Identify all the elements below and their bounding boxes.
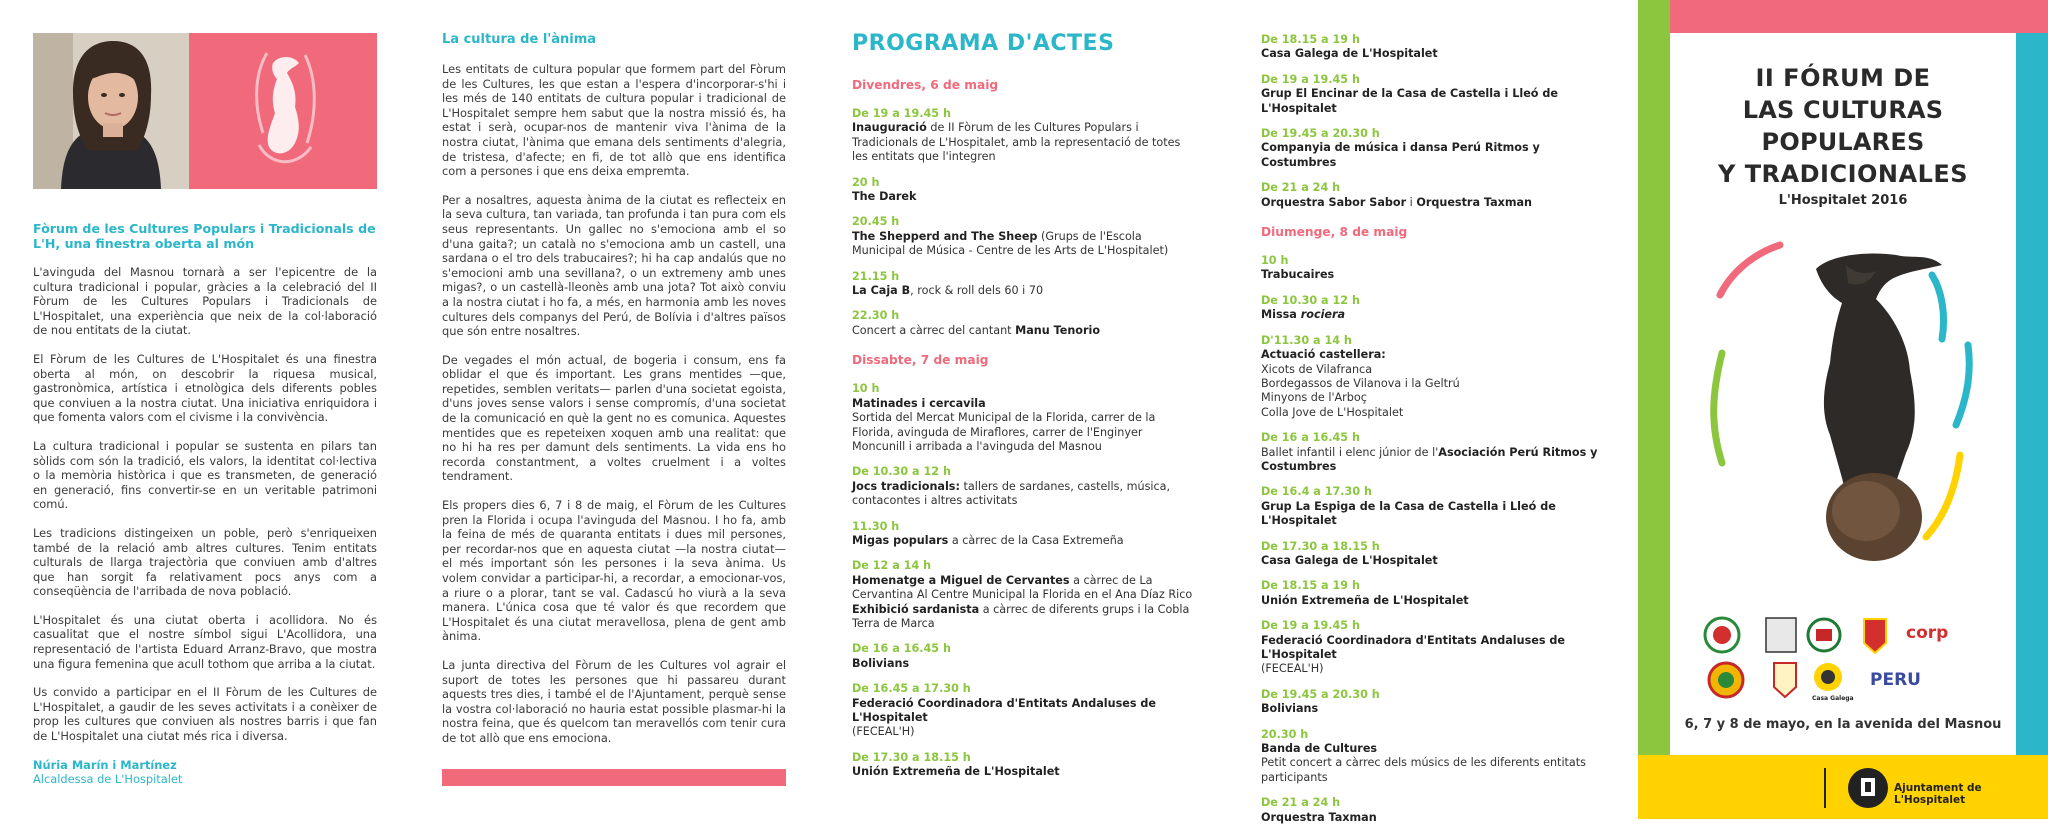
- event: [1261, 485, 1611, 528]
- cover-title-line: Y TRADICIONALES: [1717, 160, 1969, 188]
- event-time: De 19 a 19.45 h: [1261, 619, 1360, 633]
- intro-paragraph: Us convido a participar en el II Fòrum de les Cultures de L'Hospitalet, a gaudir de les seves activitats i a conèixer de prop les cultures que conviuen als nostres barris i que fan de L'Hospitalet una ciutat més rica i diversa.: [33, 685, 377, 744]
- event-time: De 17.30 a 18.15 h: [1261, 539, 1380, 553]
- event-desc: Petit concert a càrrec dels músics de les diferents entitats participants: [1261, 756, 1587, 784]
- event-title: Orquestra Sabor Sabor: [1261, 195, 1407, 209]
- event: [852, 559, 1197, 631]
- event: [852, 382, 1197, 454]
- cover-dates: 6, 7 y 8 de mayo, en la avenida del Masnou: [1684, 717, 2002, 732]
- event: [1261, 796, 1611, 825]
- event-desc: (FECEAL'H): [1261, 662, 1324, 676]
- event-time: De 18.15 a 19 h: [1261, 33, 1360, 46]
- acollidora-pink-panel: [189, 33, 377, 189]
- forum-paragraph: La junta directiva del Fòrum de les Cultures vol agrair el suport de totes les persones que hi passareu durant aquests tres dies, i també el de l'Ajuntament, perquè sense la vostra col·laboració no hauria estat possible plasmar-hi la nostra feina, que és quelcom tan meravellós com tenir cura de tot allò que ens emociona.: [442, 657, 786, 745]
- event: [1261, 688, 1611, 717]
- event-title: Inauguració: [852, 121, 927, 135]
- event-title: Companyia de música i dansa Perú Ritmos y Costumbres: [1261, 141, 1540, 169]
- event-title: Grup El Encinar de la Casa de Castella i Lleó de L'Hospitalet: [1261, 87, 1558, 115]
- event-time: De 18.15 a 19 h: [1261, 579, 1360, 593]
- forum-paragraph: Les entitats de cultura popular que formem part del Fòrum de les Cultures, les que estan a l'espera d'incorporar-s'hi i les més de 140 entitats de cultura popular i tradicional de L'Hospitalet sempre hem sabut que la nostra missió és, ha estat i serà, ocupar-nos de mantenir viva l'ànima de la nostra ciutat, l'ànima que emana dels sentiments d'alegria, de tristesa, d'afecte; en fi, de tot allò que ens identifica com a persones i que ens deixa empremta.: [442, 62, 786, 179]
- event: [852, 682, 1197, 740]
- mayor-photo: [33, 33, 189, 189]
- forum-paragraph: De vegades el món actual, de bogeria i consum, ens fa oblidar el que és important. Les grans mentides —que, repetides, semblen veritats— parlen d'una societat egoista, d'uns joves sense valors i sense compromís, d'una societat de la comunicació en què la gent no es comunica. Aquestes mentides que es repeteixen xoquen amb una realitat: que no hi ha res per damunt dels sentiments. La vida ens ho recorda constantment, a voltes cruelment i a voltes tendrament.: [442, 352, 786, 484]
- event: [852, 270, 1197, 299]
- cover-title: [1670, 62, 2016, 209]
- event-desc: Concert a càrrec del cantant: [852, 323, 1016, 337]
- day-heading: Diumenge, 8 de maig: [1261, 225, 1408, 240]
- intro-paragraph: El Fòrum de les Cultures de L'Hospitalet és una finestra oberta al món, on descobrir la riquesa musical, gastronòmica, artística i etnològica dels diferents pobles que conviuen a la nostra ciutat. Una iniciativa enriquidora i que fomenta valors com el civisme i la convivència.: [33, 351, 377, 425]
- cover-footer-divider: [1824, 768, 1826, 808]
- event-title: Migas populars: [852, 533, 949, 547]
- event-time: De 10.30 a 12 h: [1261, 293, 1360, 307]
- event-time: 21.15 h: [852, 269, 900, 283]
- event-desc: de II Fòrum de les Cultures Populars i Tradicionals de L'Hospitalet, amb la representació de totes les entitats que l'integren: [852, 121, 1181, 164]
- event: [1261, 294, 1611, 323]
- event: [1261, 254, 1611, 283]
- intro-heading: Fòrum de les Cultures Populars i Tradicionals de L'H, una finestra oberta al món: [33, 221, 376, 251]
- event-desc: a càrrec de La Cervantina Al Centre Municipal la Florida en el Ana Díaz Rico: [852, 573, 1193, 602]
- event-time: De 19 a 19.45 h: [1261, 72, 1360, 86]
- event-time: De 12 a 14 h: [852, 559, 932, 573]
- event-time: De 19.45 a 20.30 h: [1261, 687, 1380, 701]
- event-desc: Ballet infantil i elenc júnior de l': [1261, 445, 1439, 459]
- event-title: Manu Tenorio: [1015, 323, 1101, 337]
- cover-panel: [1638, 0, 2048, 819]
- event-time: 22.30 h: [852, 309, 900, 323]
- day-heading: Divendres, 6 de maig: [852, 78, 999, 92]
- event-desc: a càrrec de diferents grups i la Cobla Terra de Marca: [852, 602, 1190, 630]
- event-time: 20 h: [852, 175, 880, 189]
- event-title: Bolivians: [852, 656, 910, 670]
- event-title: Jocs tradicionals:: [852, 479, 960, 493]
- event-desc: (Grups de l'Escola Municipal de Música - Centre de les Arts de L'Hospitalet): [852, 229, 1169, 258]
- event: [1261, 181, 1611, 210]
- cover-pink-top: [1670, 0, 2048, 33]
- event: [1261, 33, 1611, 62]
- event-time: 20.45 h: [852, 215, 900, 229]
- event-title: Grup La Espiga de la Casa de Castella i Lleó de L'Hospitalet: [1261, 499, 1556, 528]
- event-title-italic: rociera: [1300, 308, 1346, 322]
- event: [852, 176, 1197, 205]
- event: [1261, 73, 1611, 116]
- partner-logos: [1670, 615, 2016, 705]
- portrait-block: [33, 33, 377, 189]
- event-title: Unión Extremeña de L'Hospitalet: [1261, 593, 1469, 607]
- event-time: De 19 a 19.45 h: [852, 107, 951, 120]
- event-title: Banda de Cultures: [1261, 742, 1378, 756]
- event-desc: Xicots de Vilafranca Bordegassos de Vilanova i la Geltrú Minyons de l'Arboç Colla Jove de L'Hospitalet: [1261, 362, 1460, 419]
- event-desc: a càrrec de la Casa Extremeña: [948, 533, 1124, 547]
- event-time: De 16.4 a 17.30 h: [1261, 485, 1372, 499]
- event-time: De 21 a 24 h: [1261, 181, 1341, 195]
- event: [852, 465, 1197, 508]
- program-list-1: [852, 78, 1197, 780]
- day-heading: Dissabte, 7 de maig: [852, 353, 989, 368]
- council-name: Ajuntament de L'Hospitalet: [1894, 782, 1982, 806]
- event-time: De 10.30 a 12 h: [852, 465, 951, 479]
- cover-subtitle: L'Hospitalet 2016: [1778, 193, 1908, 208]
- event-time: De 16 a 16.45 h: [1261, 431, 1360, 445]
- event: [852, 751, 1197, 780]
- event-title: Orquestra Taxman: [1416, 195, 1533, 209]
- event-desc: , rock & roll dels 60 i 70: [910, 284, 1044, 298]
- intro-paragraph: Les tradicions distingeixen un poble, però s'enriqueixen també de la relació amb altres cultures. Tenim entitats culturals de llarga trajectòria que conviuen amb d'altres que han sorgit fa relativament pocs anys com a conseqüència de l'arribada de nova població.: [33, 525, 377, 599]
- forum-heading: La cultura de l'ànima: [442, 32, 597, 47]
- event-title: The Shepperd and The Sheep: [852, 229, 1038, 243]
- event-title: Bolivians: [1261, 702, 1319, 716]
- event-time: De 19.45 a 20.30 h: [1261, 127, 1380, 141]
- intro-paragraph: L'avinguda del Masnou tornarà a ser l'epicentre de la cultura tradicional i popular, gràcies a la celebració del II Fòrum de les Cultures Populars i Tradicionals de L'Hospitalet, una experiència que neix de la col·laboració de nou entitats de la ciutat.: [33, 265, 377, 338]
- event-title: Federació Coordinadora d'Entitats Andaluses de L'Hospitalet: [852, 696, 1156, 724]
- event: [1261, 728, 1611, 786]
- intro-body: [33, 265, 377, 787]
- event: [1261, 127, 1611, 170]
- intro-paragraph: La cultura tradicional i popular se sustenta en pilars tan sòlids com són la tradició, els valors, la identitat col·lectiva o la memòria històrica i que es transmeten, de generació en generació, fins convertir-se en un veritable patrimoni comú.: [33, 438, 377, 512]
- event-title: Missa: [1261, 308, 1301, 322]
- event-title: Matinades i cercavila: [852, 396, 986, 410]
- event: [1261, 334, 1611, 420]
- event: [1261, 540, 1611, 569]
- signature-name: Núria Marín i Martínez: [33, 757, 177, 772]
- event-title: Orquestra Taxman: [1261, 810, 1377, 824]
- event-time: De 16.45 a 17.30 h: [852, 682, 971, 696]
- pink-bar: [442, 769, 786, 786]
- signature-role: Alcaldessa de L'Hospitalet: [33, 772, 183, 787]
- event-desc: Sortida del Mercat Municipal de la Florida, carrer de la Florida, avinguda de Miraflores, carrer de l'Enginyer Moncunill i arribada a l'avinguda del Masnou: [852, 411, 1156, 453]
- forum-paragraph: Per a nosaltres, aquesta ànima de la ciutat es reflecteix en la seva cultura, tan variada, tan profunda i tan pura com els seus representants. Un gallec no s'emociona amb el so d'una gaita?; un català no s'emociona amb un castell, una sardana o el tro dels trabucaires?; hi ha cap andalús que no s'emocioni amb una sevillana?, o un extremeny amb unes migas?, o un castellà-lleonès amb una jota? Tot això conviu a la nostra ciutat i ho fa, a més, en harmonia amb les noves cultures dels companys del Perú, de Bolívia i d'altres països que són entre nosaltres.: [442, 192, 786, 339]
- event-time: De 16 a 16.45 h: [852, 642, 951, 656]
- event-title: Actuació castellera:: [1261, 348, 1386, 362]
- event-time: 10 h: [1261, 254, 1289, 268]
- event-title: Federació Coordinadora d'Entitats Andaluses de L'Hospitalet: [1261, 633, 1565, 661]
- event-time: De 17.30 a 18.15 h: [852, 750, 971, 764]
- cover-green-stripe: [1638, 0, 1670, 819]
- logo-casa-galega: Casa Galega: [1812, 695, 1854, 702]
- event-time: D'11.30 a 14 h: [1261, 333, 1352, 347]
- event-time: 10 h: [852, 382, 880, 396]
- council-emblem-icon: [1848, 768, 1888, 808]
- event-title: Casa Galega de L'Hospitalet: [1261, 553, 1438, 567]
- event: [852, 642, 1197, 671]
- event: [852, 107, 1197, 165]
- cover-title-line: II FÓRUM DE: [1755, 64, 1931, 92]
- event-time: 11.30 h: [852, 519, 900, 533]
- event-desc: i: [1406, 195, 1417, 209]
- event-title: Unión Extremeña de L'Hospitalet: [852, 765, 1060, 779]
- event: [852, 215, 1197, 258]
- event-time: 20.30 h: [1261, 727, 1309, 741]
- event-title: Homenatge a Miguel de Cervantes: [852, 573, 1070, 587]
- event-title: Trabucaires: [1261, 268, 1335, 282]
- event-title: Exhibició sardanista: [852, 602, 980, 616]
- event-title: Casa Galega de L'Hospitalet: [1261, 47, 1438, 61]
- event-desc: tallers de sardanes, castells, música, contacontes i altres activitats: [852, 479, 1171, 508]
- event: [852, 309, 1197, 338]
- event: [1261, 619, 1611, 677]
- program-heading: PROGRAMA D'ACTES: [852, 31, 1115, 56]
- cover-title-line: LAS CULTURAS POPULARES: [1742, 96, 1944, 156]
- intro-paragraph: L'Hospitalet és una ciutat oberta i acollidora. No és casualitat que el nostre símbol sigui L'Acollidora, una representació de l'artista Eduard Arranz-Bravo, que mostra una figura femenina que acull tothom que arriba a la ciutat.: [33, 612, 377, 671]
- logo-corp: corp: [1906, 623, 1949, 643]
- event-time: De 21 a 24 h: [1261, 796, 1341, 810]
- event: [1261, 431, 1611, 474]
- logo-peru: PERU: [1870, 670, 1921, 690]
- event-title: The Darek: [852, 190, 917, 204]
- cover-teal-stripe: [2016, 33, 2048, 755]
- event-title: Asociación Perú Ritmos y Costumbres: [1261, 445, 1598, 473]
- program-list-2: [1261, 33, 1611, 825]
- acollidora-sculpture: [1670, 225, 2016, 595]
- event-desc: (FECEAL'H): [852, 725, 915, 739]
- event: [1261, 579, 1611, 608]
- event: [852, 520, 1197, 549]
- forum-paragraph: Els propers dies 6, 7 i 8 de maig, el Fòrum de les Cultures pren la Florida i ocupa l'avinguda del Masnou. I ho fa, amb la feina de més de quaranta entitats i dues mil persones, per recordar-nos que en aquesta ciutat —la nostra ciutat— el més important són les persones i la seva ànima. Us volem convidar a participar-hi, a recordar, a emocionar-vos, a riure o a plorar, tant se val. Cadascú ho viurà a la seva manera. L'única cosa que té valor és que recordem que L'Hospitalet és una ciutat meravellosa, plena de gent amb ànima.: [442, 498, 786, 644]
- event-title: La Caja B: [852, 284, 911, 298]
- forum-body: [442, 62, 786, 746]
